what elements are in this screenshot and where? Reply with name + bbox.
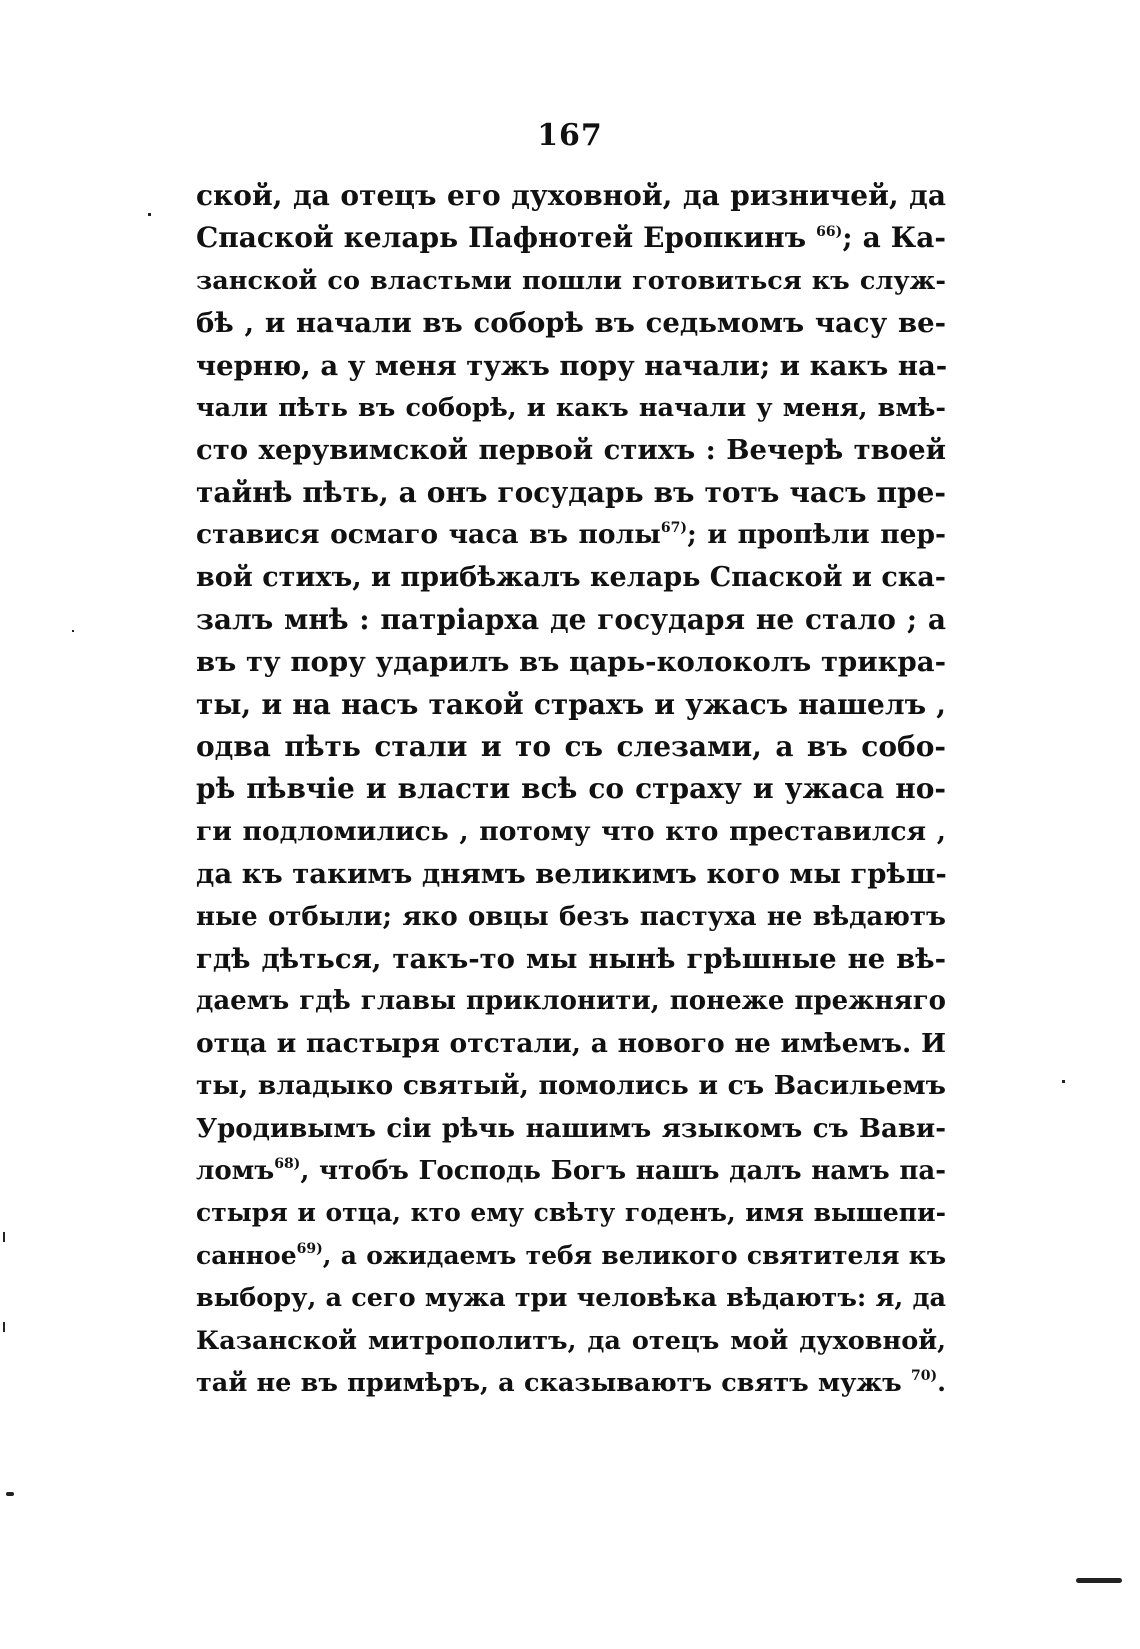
line-text: стыря и отца, кто ему свѣту годенъ, имя вышепи- xyxy=(196,1198,946,1228)
line-text: ты, и на насъ такой страхъ и ужасъ нашелъ , xyxy=(196,687,946,721)
text-line xyxy=(196,557,946,599)
text-line xyxy=(196,641,946,683)
line-text: ; а Ка- xyxy=(842,221,946,255)
line-text: черню, а у меня тужъ пору начали; и какъ на- xyxy=(196,349,948,382)
line-text: отца и пастыря отстали, а нового не имѣемъ. И xyxy=(196,1027,946,1059)
text-line xyxy=(196,1150,946,1192)
text-line xyxy=(196,1065,946,1107)
footnote-marker: 70) xyxy=(911,1367,938,1384)
text-line xyxy=(196,1277,946,1319)
line-text: тай не въ примѣръ, а сказываютъ святъ мужъ xyxy=(196,1367,911,1398)
text-line xyxy=(196,1023,946,1065)
line-text: чали пѣть въ соборѣ, и какъ начали у меня, вмѣ- xyxy=(196,392,946,423)
text-line xyxy=(196,853,946,895)
line-text: залъ мнѣ : патріарха де государя не стало ; а xyxy=(196,602,946,636)
line-text: Спаской келарь Пафнотей Еропкинъ xyxy=(196,221,817,255)
text-line xyxy=(196,1235,946,1277)
scan-speck xyxy=(3,1232,5,1242)
text-line xyxy=(196,429,946,471)
text-line xyxy=(196,599,946,641)
line-text: ломъ xyxy=(196,1155,275,1186)
text-line xyxy=(196,387,946,429)
line-text: сто херувимской первой стихъ : Вечерѣ твоей xyxy=(196,434,946,467)
text-line xyxy=(196,175,946,217)
text-line xyxy=(196,896,946,938)
line-text: тайнѣ пѣть, а онъ государь въ тотъ часъ пре- xyxy=(196,475,946,509)
scan-speck xyxy=(1062,1080,1065,1083)
line-text: въ ту пору ударилъ въ царь-колоколъ трикра- xyxy=(196,646,946,679)
scan-speck xyxy=(6,1492,14,1496)
line-text: одва пѣть стали и то съ слезами, а въ собо- xyxy=(196,730,946,764)
line-text: ты, владыко святый, помолись и съ Васильемъ xyxy=(196,1070,946,1102)
text-line xyxy=(196,684,946,726)
line-text: санное xyxy=(196,1240,297,1270)
line-text: выбору, а сего мужа три человѣка вѣдаютъ: я, да xyxy=(196,1283,946,1314)
text-line xyxy=(196,472,946,514)
scan-speck xyxy=(148,213,151,216)
line-text: Уродивымъ сіи рѣчь нашимъ языкомъ съ Вави- xyxy=(196,1113,946,1144)
line-text: ги подломились , потому что кто преставился , xyxy=(196,815,946,847)
text-line xyxy=(196,1320,946,1362)
text-line xyxy=(196,1192,946,1234)
line-text: . xyxy=(937,1367,946,1398)
scan-speck xyxy=(3,1322,5,1332)
text-line xyxy=(196,1108,946,1150)
footnote-marker: 66) xyxy=(816,224,843,241)
text-line xyxy=(196,302,946,344)
text-line xyxy=(196,811,946,853)
footnote-marker: 69) xyxy=(296,1240,323,1257)
text-line xyxy=(196,1362,946,1404)
line-text: вой стихъ, и прибѣжалъ келарь Спаской и ска- xyxy=(196,561,946,593)
main-text xyxy=(196,175,946,1404)
text-line xyxy=(196,260,946,302)
scan-speck xyxy=(72,630,74,632)
footnote-marker: 67) xyxy=(660,520,687,537)
line-text: бѣ , и начали въ соборѣ въ седьмомъ часу ве- xyxy=(196,307,946,340)
text-line xyxy=(196,217,946,259)
text-line xyxy=(196,938,946,980)
text-line xyxy=(196,514,946,556)
text-line xyxy=(196,726,946,768)
scan-speck xyxy=(1076,1578,1122,1583)
text-line xyxy=(196,768,946,810)
line-text: ской, да отецъ его духовной, да ризничей, да xyxy=(196,179,946,212)
line-text: Казанской митрополитъ, да отецъ мой духовной, xyxy=(196,1325,946,1356)
footnote-marker: 68) xyxy=(274,1155,301,1172)
line-text: занской со властьми пошли готовиться къ служ- xyxy=(196,265,946,296)
text-line xyxy=(196,980,946,1022)
line-text: , чтобъ Господь Богъ нашъ далъ намъ па- xyxy=(300,1155,946,1186)
line-text: ставися осмаго часа въ полы xyxy=(196,519,661,551)
line-text: ные отбыли; яко овцы безъ пастуха не вѣдаютъ xyxy=(196,901,946,932)
text-line xyxy=(196,345,946,387)
line-text: даемъ гдѣ главы приклонити, понеже прежняго xyxy=(196,986,946,1017)
line-text: , а ожидаемъ тебя великого святителя къ xyxy=(322,1240,946,1270)
line-text: рѣ пѣвчіе и власти всѣ со страху и ужаса но- xyxy=(196,772,946,806)
line-text: ; и пропѣли пер- xyxy=(686,519,947,551)
page-number: 167 xyxy=(537,118,603,153)
line-text: гдѣ дѣться, такъ-то мы нынѣ грѣшные не вѣ- xyxy=(196,943,946,976)
line-text: да къ такимъ днямъ великимъ кого мы грѣш- xyxy=(196,858,947,891)
